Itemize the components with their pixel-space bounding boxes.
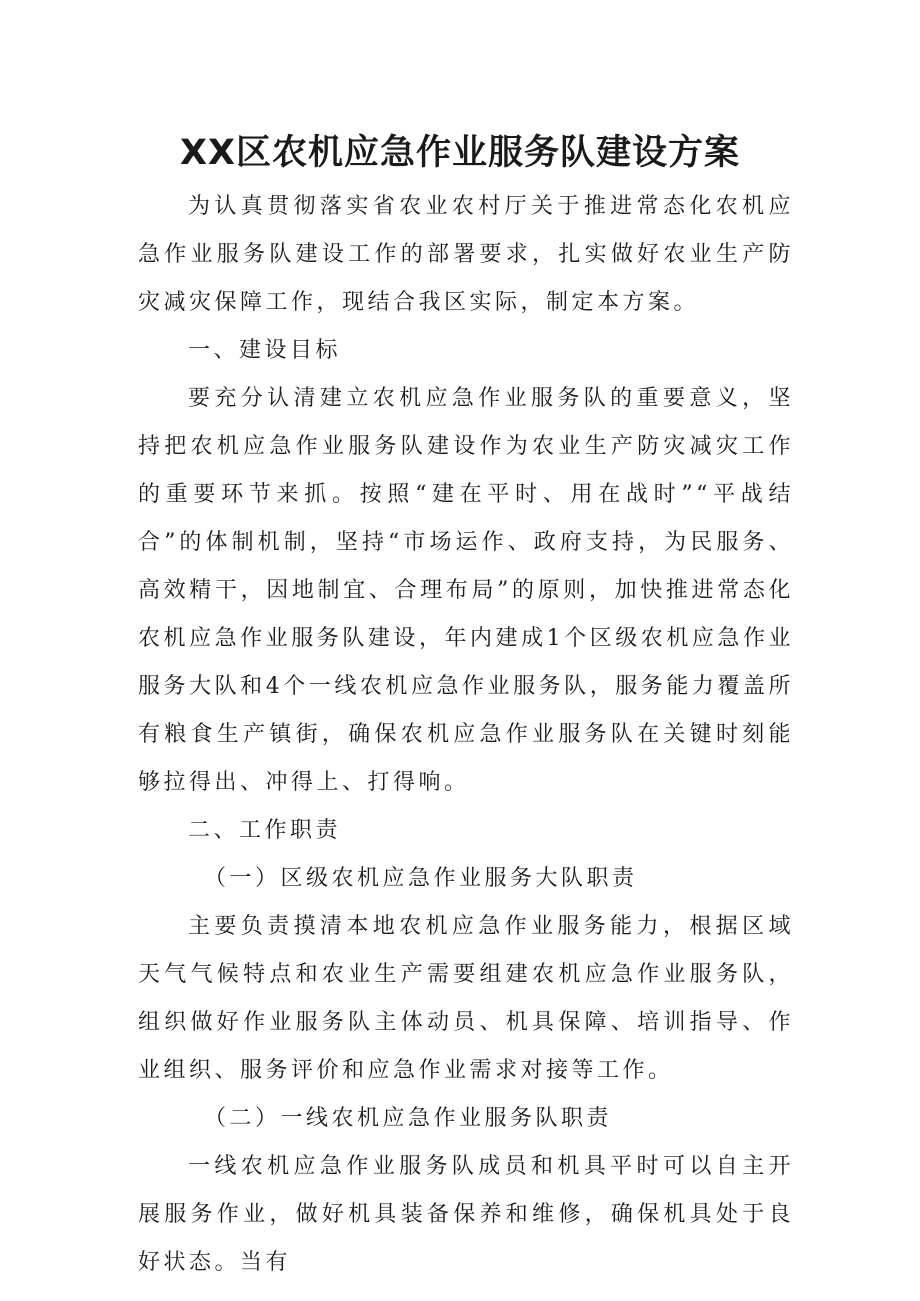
section-paragraph-goals: 要充分认清建立农机应急作业服务队的重要意义，坚持把农机应急作业服务队建设作为农业生产防灾减灾工作的重要环节来抓。按照“建在平时、用在战时”“平战结合”的体制机制，坚持“市场运作、政府支持，为民服务、高效精干，因地制宜、合理布局”的原则，加快推进常态化农机应急作业服务队建设，年内建成1个区级农机应急作业服务大队和4个一线农机应急作业服务队，服务能力覆盖所有粮食生产镇街，确保农机应急作业服务队在关键时刻能够拉得出、冲得上、打得响。: [138, 386, 794, 795]
subsection-heading-district-brigade: （一）区级农机应急作业服务大队职责: [204, 866, 638, 891]
section-heading-goals: 一、建设目标: [188, 338, 342, 363]
document-title: XX区农机应急作业服务队建设方案: [180, 133, 740, 173]
subsection-heading-frontline-team: （二）一线农机应急作业服务队职责: [204, 1106, 613, 1131]
intro-paragraph: 为认真贯彻落实省农业农村厅关于推进常态化农机应急作业服务队建设工作的部署要求，扎实做好农业生产防灾减灾保障工作，现结合我区实际，制定本方案。: [138, 194, 794, 315]
subsection-paragraph-frontline-team: 一线农机应急作业服务队成员和机具平时可以自主开展服务作业，做好机具装备保养和维修，确保机具处于良好状态。当有: [138, 1154, 794, 1275]
subsection-paragraph-district-brigade: 主要负责摸清本地农机应急作业服务能力，根据区域天气气候特点和农业生产需要组建农机应急作业服务队，组织做好作业服务队主体动员、机具保障、培训指导、作业组织、服务评价和应急作业需求对接等工作。: [138, 914, 794, 1083]
document-body: [138, 183, 794, 1287]
section-heading-duties: 二、工作职责: [188, 818, 342, 843]
